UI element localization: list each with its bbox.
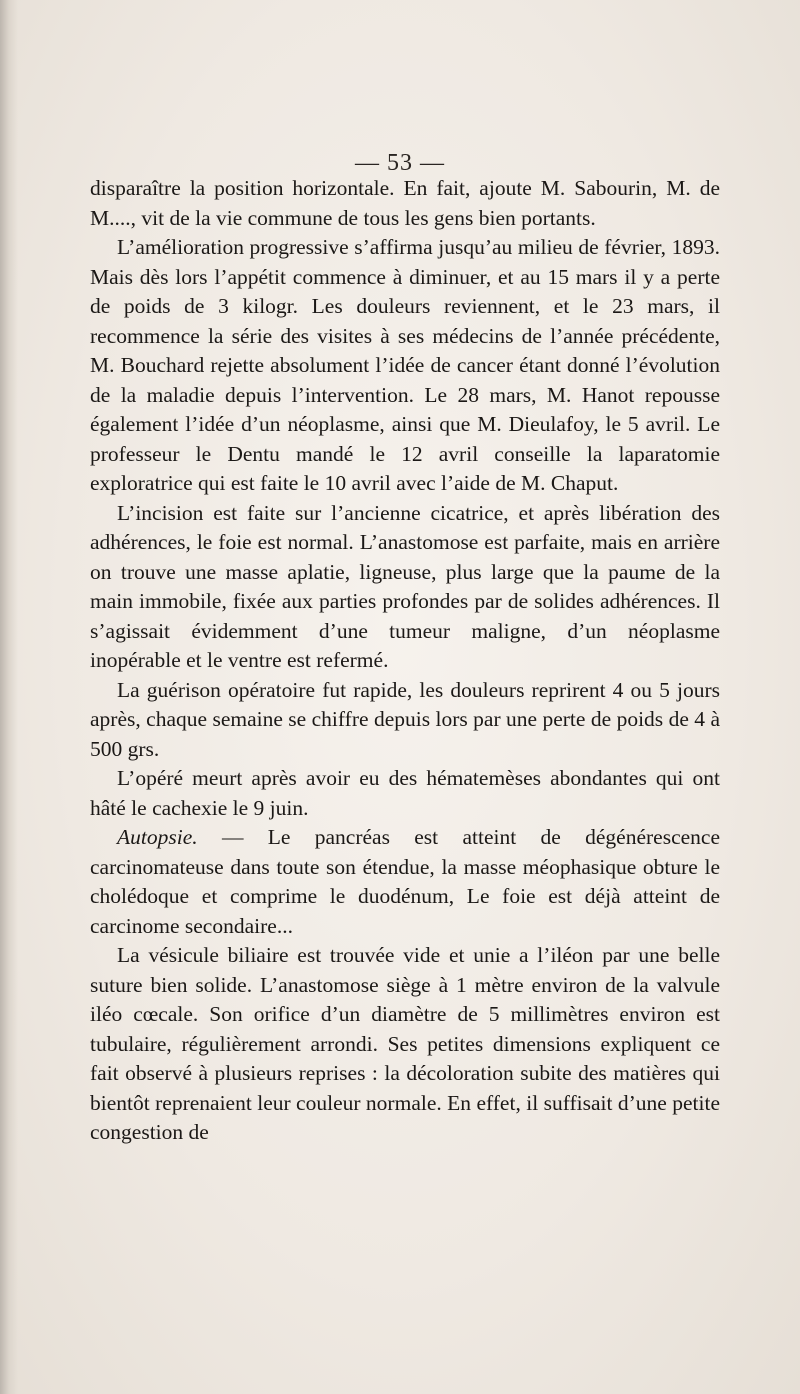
autopsie-heading: Autopsie.: [117, 825, 198, 849]
paragraph-7-text: La vésicule biliaire est trouvée vide et unie a l’iléon par une belle suture bien solide. L’anastomose siège à 1 mètre environ de la valvule iléo cœcale. Son orifice d’un diamètre de 5 millimètres environ est tubulaire, régulièrement arrondi. Ses petites dimensions expliquent ce fait observé à plusieurs reprises : la décoloration subite des matières qui bientôt reprenaient leur couleur normale. En effet, il suffisait d’une petite congestion de: [90, 943, 720, 1144]
paragraph-1-text: disparaître la position horizontale. En fait, ajoute M. Sabourin, M. de M...., vit de la vie commune de tous les gens bien portants.: [90, 176, 720, 230]
paragraph-6-text: — Le pancréas est atteint de dégénérescence carcinomateuse dans toute son étendue, la masse méophasique obture le cholédoque et comprime le duodénum, Le foie est déjà atteint de carcinome secondaire...: [90, 825, 720, 938]
paragraph-4: [90, 676, 720, 765]
paragraph-3-text: L’incision est faite sur l’ancienne cicatrice, et après libération des adhérences, le foie est normal. L’anastomose est parfaite, mais en arrière on trouve une masse aplatie, ligneuse, plus large que la paume de la main immobile, fixée aux parties profondes par de solides adhérences. Il s’agissait évidemment d’une tumeur maligne, d’un néoplasme inopérable et le ventre est refermé.: [90, 500, 720, 672]
paragraph-2-text: L’amélioration progressive s’affirma jusqu’au milieu de février, 1893. Mais dès lors l’appétit commence à diminuer, et au 15 mars il y a perte de poids de 3 kilogr. Les douleurs reviennent, et le 23 mars, il recommence la série des visites à ses médecins de l’année précédente, M. Bouchard rejette absolument l’idée de cancer étant donné l’évolution de la maladie depuis l’intervention. Le 28 mars, M. Hanot repousse également l’idée d’un néoplasme, ainsi que M. Dieulafoy, le 5 avril. Le professeur le Dentu mandé le 12 avril conseille la laparatomie exploratrice qui est faite le 10 avril avec l’aide de M. Chaput.: [90, 235, 720, 495]
paragraph-2: [90, 233, 720, 499]
page-number: — 53 —: [355, 150, 445, 176]
paragraph-6: [90, 823, 720, 941]
paragraph-5: [90, 764, 720, 823]
body-text: [90, 174, 720, 1148]
paragraph-5-text: L’opéré meurt après avoir eu des hématemèses abondantes qui ont hâté le cachexie le 9 juin.: [90, 766, 720, 820]
paragraph-4-text: La guérison opératoire fut rapide, les douleurs reprirent 4 ou 5 jours après, chaque semaine se chiffre depuis lors par une perte de poids de 4 à 500 grs.: [90, 677, 720, 761]
page-edge-shadow: [0, 0, 18, 1394]
paragraph-1: [90, 174, 720, 233]
paragraph-3: [90, 499, 720, 676]
paragraph-7: [90, 941, 720, 1148]
